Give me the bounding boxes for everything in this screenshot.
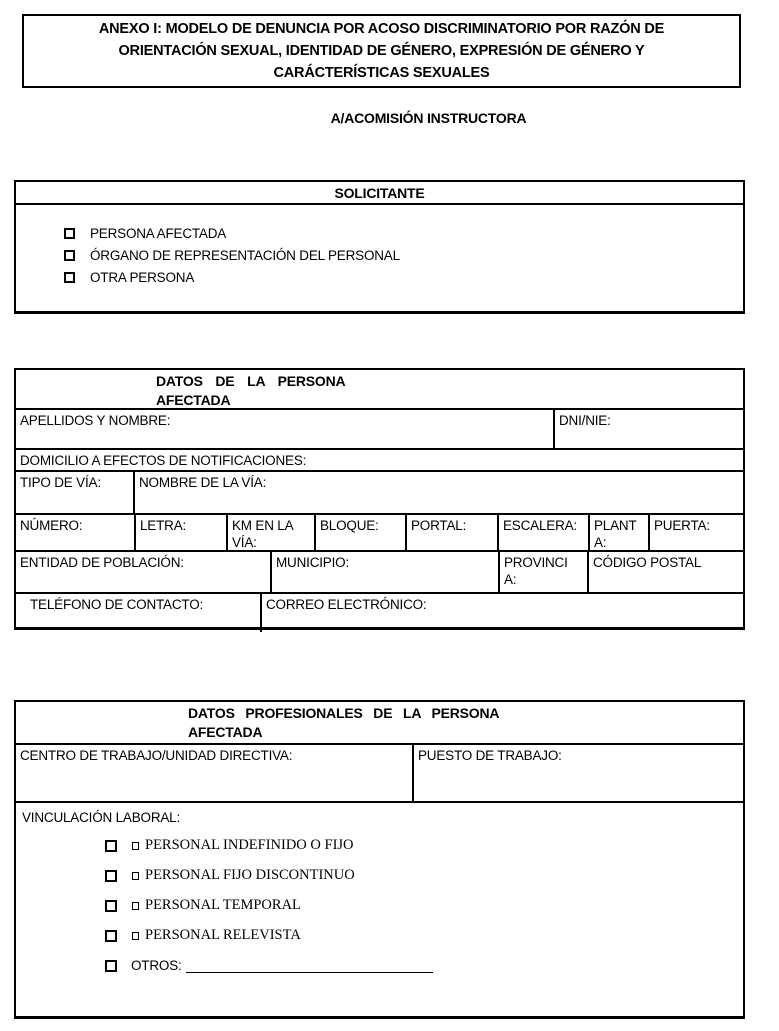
field-label: APELLIDOS Y NOMBRE: (20, 413, 171, 428)
solicitante-options (16, 205, 743, 288)
field-km-via[interactable] (228, 515, 316, 550)
solicitante-header: SOLICITANTE (16, 182, 743, 205)
option-label: ÓRGANO DE REPRESENTACIÓN DEL PERSONAL (90, 247, 400, 263)
option-personal-indefinido (105, 838, 737, 853)
field-tipo-via[interactable] (16, 472, 135, 513)
row-poblacion (16, 552, 743, 594)
option-persona-afectada (64, 222, 743, 244)
field-apellidos-nombre[interactable] (16, 410, 555, 448)
field-label: CORREO ELECTRÓNICO: (266, 597, 427, 612)
field-portal[interactable] (407, 515, 499, 550)
header-line-2: AFECTADA (188, 724, 263, 740)
form-title-box (22, 14, 741, 88)
option-label: PERSONAL RELEVISTA (145, 927, 301, 943)
field-puerta[interactable] (650, 515, 743, 550)
checkbox-icon[interactable] (64, 272, 75, 283)
option-label: PERSONAL INDEFINIDO O FIJO (145, 837, 354, 853)
field-puesto-trabajo[interactable] (414, 745, 743, 801)
field-label: TELÉFONO DE CONTACTO: (30, 597, 204, 612)
field-label: KM EN LA VÍA: (232, 518, 293, 550)
section-datos-persona (14, 368, 745, 630)
option-personal-relevista (105, 928, 737, 943)
option-label: PERSONAL TEMPORAL (145, 897, 301, 913)
field-entidad-poblacion[interactable] (16, 552, 272, 592)
option-label: OTROS: (131, 958, 182, 973)
small-square-icon (132, 872, 139, 880)
section-solicitante (14, 180, 745, 314)
field-telefono[interactable] (20, 594, 262, 632)
field-label: PORTAL: (411, 518, 467, 533)
field-label: PROVINCIA: (504, 555, 568, 587)
field-label: PUESTO DE TRABAJO: (418, 748, 562, 763)
field-label: DOMICILIO A EFECTOS DE NOTIFICACIONES: (20, 453, 307, 468)
header-line-1: DATOS DE LA PERSONA (156, 373, 346, 389)
option-otros (105, 958, 737, 973)
field-label: MUNICIPIO: (276, 555, 350, 570)
vinculacion-options (22, 838, 737, 973)
row-via (16, 472, 743, 515)
field-label: LETRA: (140, 518, 187, 533)
field-label: NOMBRE DE LA VÍA: (139, 475, 267, 490)
field-planta[interactable] (590, 515, 650, 550)
field-label: BLOQUE: (320, 518, 379, 533)
row-domicilio (16, 450, 743, 472)
field-centro-trabajo[interactable] (16, 745, 414, 801)
field-label: DNI/NIE: (559, 413, 611, 428)
checkbox-icon[interactable] (64, 250, 75, 261)
field-label: PLANTA: (594, 518, 637, 550)
field-dni-nie[interactable] (555, 410, 743, 448)
field-label: NÚMERO: (20, 518, 83, 533)
row-centro-puesto (16, 745, 743, 803)
form-title: ANEXO I: MODELO DE DENUNCIA POR ACOSO DISCRIMINATORIO POR RAZÓN DE ORIENTACIÓN SEXUAL, IDENTIDAD DE GÉNERO, EXPRESIÓN DE GÉNERO Y CARÁCTERÍSTICAS SEXUALES (98, 21, 665, 81)
field-label: CÓDIGO POSTAL (593, 555, 702, 570)
addressee-text: A/ACOMISIÓN INSTRUCTORA (330, 110, 527, 126)
datos-profesionales-header (16, 702, 743, 745)
field-label: PUERTA: (654, 518, 710, 533)
option-personal-temporal (105, 898, 737, 913)
option-label: OTRA PERSONA (90, 269, 195, 285)
checkbox-icon[interactable] (64, 228, 75, 239)
field-domicilio[interactable] (16, 450, 743, 470)
checkbox-icon[interactable] (105, 960, 117, 972)
row-apellidos-dni (16, 410, 743, 450)
field-escalera[interactable] (499, 515, 590, 550)
option-otra-persona (64, 266, 743, 288)
field-label: ENTIDAD DE POBLACIÓN: (20, 555, 184, 570)
small-square-icon (132, 902, 139, 910)
small-square-icon (132, 932, 139, 940)
checkbox-icon[interactable] (105, 900, 117, 912)
row-vinculacion (16, 803, 743, 1019)
otros-input-line[interactable] (186, 958, 433, 973)
field-label: CENTRO DE TRABAJO/UNIDAD DIRECTIVA: (20, 748, 293, 763)
field-label: TIPO DE VÍA: (20, 475, 101, 490)
field-municipio[interactable] (272, 552, 500, 592)
checkbox-icon[interactable] (105, 870, 117, 882)
option-label: PERSONAL FIJO DISCONTINUO (145, 867, 355, 883)
section-datos-profesionales (14, 700, 745, 1019)
option-personal-fijo-discontinuo (105, 868, 737, 883)
field-codigo-postal[interactable] (589, 552, 743, 592)
row-numero-detalle (16, 515, 743, 552)
header-line-1: DATOS PROFESIONALES DE LA PERSONA (188, 705, 500, 721)
checkbox-icon[interactable] (105, 930, 117, 942)
field-provincia[interactable] (500, 552, 589, 592)
small-square-icon (132, 842, 139, 850)
option-organo-representacion (64, 244, 743, 266)
row-contacto (20, 594, 743, 632)
addressee-line (0, 110, 779, 126)
field-letra[interactable] (136, 515, 228, 550)
vinculacion-label: VINCULACIÓN LABORAL: (22, 810, 181, 825)
option-label: PERSONA AFECTADA (90, 225, 227, 241)
field-bloque[interactable] (316, 515, 407, 550)
checkbox-icon[interactable] (105, 840, 117, 852)
field-numero[interactable] (16, 515, 136, 550)
field-label: ESCALERA: (503, 518, 577, 533)
field-correo[interactable] (262, 594, 743, 632)
datos-persona-header (16, 370, 743, 410)
field-nombre-via[interactable] (135, 472, 743, 513)
header-line-2: AFECTADA (156, 392, 231, 408)
